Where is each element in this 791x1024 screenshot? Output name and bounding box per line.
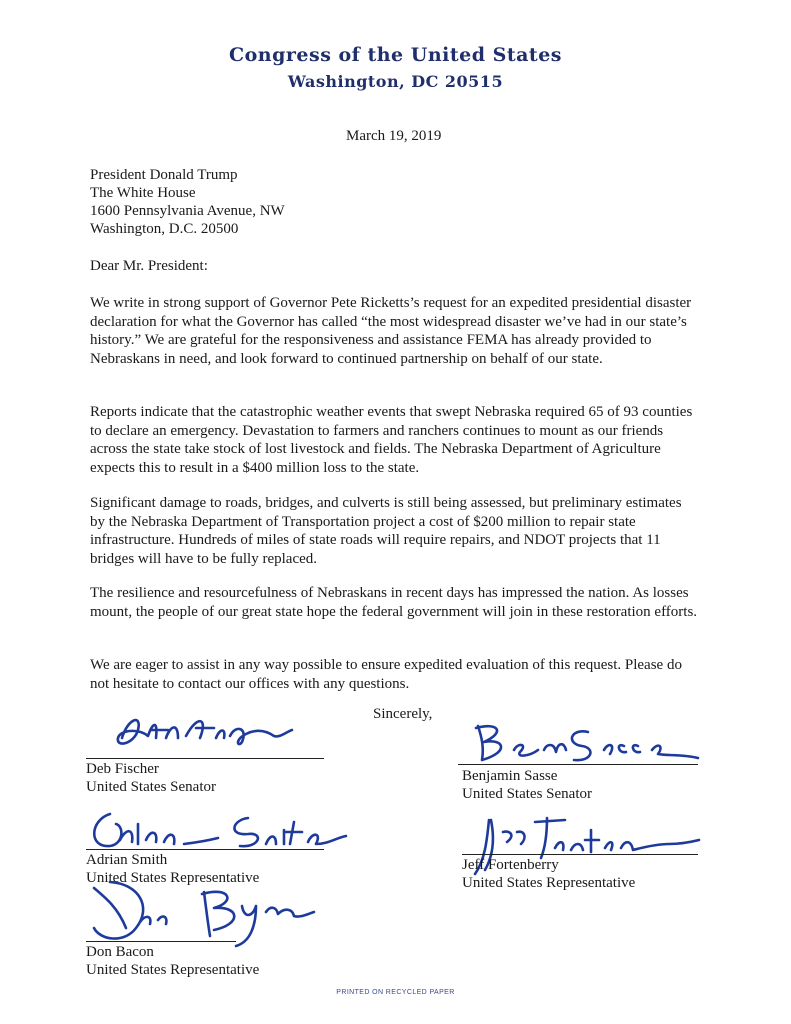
recipient-line: 1600 Pennsylvania Avenue, NW [90, 203, 285, 219]
paragraph: Significant damage to roads, bridges, and culverts is still being assessed, but preliminary estimates by the Nebraska Department of Transportation project a cost of $200 million to repair state infrastructure. Hundreds of miles of state roads will require repairs, and NDOT projects that 11 bridges will have to be fully replaced. [90, 495, 682, 567]
paragraph: The resilience and resourcefulness of Nebraskans in recent days has impressed the nation. As losses mount, the people of our great state hope the federal government will join in these restoration efforts. [90, 585, 698, 620]
signature-line [86, 849, 324, 850]
signature-line [462, 854, 698, 855]
signer-title: United States Senator [462, 786, 592, 802]
letterhead-title: Congress of the United States [229, 44, 562, 66]
recipient-line: The White House [90, 185, 196, 201]
footer-note: PRINTED ON RECYCLED PAPER [336, 989, 455, 996]
letter-date: March 19, 2019 [346, 128, 442, 144]
paragraph: Reports indicate that the catastrophic weather events that swept Nebraska required 65 of 93 counties to declare an emergency. Devastation to farmers and ranchers continues to mount as our friends across the state take stock of lost livestock and fields. The Nebraska Department of Agriculture expects this to result in a $400 million loss to the state. [90, 404, 693, 476]
closing: Sincerely, [373, 706, 433, 722]
signer-name: Adrian Smith [86, 852, 168, 868]
signer-name: Deb Fischer [86, 761, 159, 777]
letterhead-address: Washington, DC 20515 [287, 72, 504, 91]
recipient-line: President Donald Trump [90, 167, 238, 183]
signature-benjamin-sasse [458, 720, 708, 770]
signer-name: Don Bacon [86, 944, 154, 960]
signature-line [86, 941, 236, 942]
signer-name: Benjamin Sasse [462, 768, 558, 784]
signer-title: United States Representative [86, 870, 260, 886]
signer-name: Jeff Fortenberry [462, 857, 559, 873]
salutation: Dear Mr. President: [90, 258, 208, 274]
signer-title: United States Representative [462, 875, 636, 891]
signature-line [458, 764, 698, 765]
paragraph: We are eager to assist in any way possible to ensure expedited evaluation of this request. Please do not hesitate to contact our offices with any questions. [90, 657, 682, 692]
recipient-line: Washington, D.C. 20500 [90, 221, 239, 237]
signer-title: United States Representative [86, 962, 260, 978]
signature-line [86, 758, 324, 759]
signer-title: United States Senator [86, 779, 216, 795]
signature-deb-fischer [108, 708, 308, 756]
paragraph: We write in strong support of Governor Pete Ricketts’s request for an expedited presidential disaster declaration for what the Governor has called “the most widespread disaster we’ve had in our state’s history.” We are grateful for the responsiveness and assistance FEMA has already provided to Nebraskans in need, and look forward to continued partnership on behalf of our state. [90, 295, 692, 367]
